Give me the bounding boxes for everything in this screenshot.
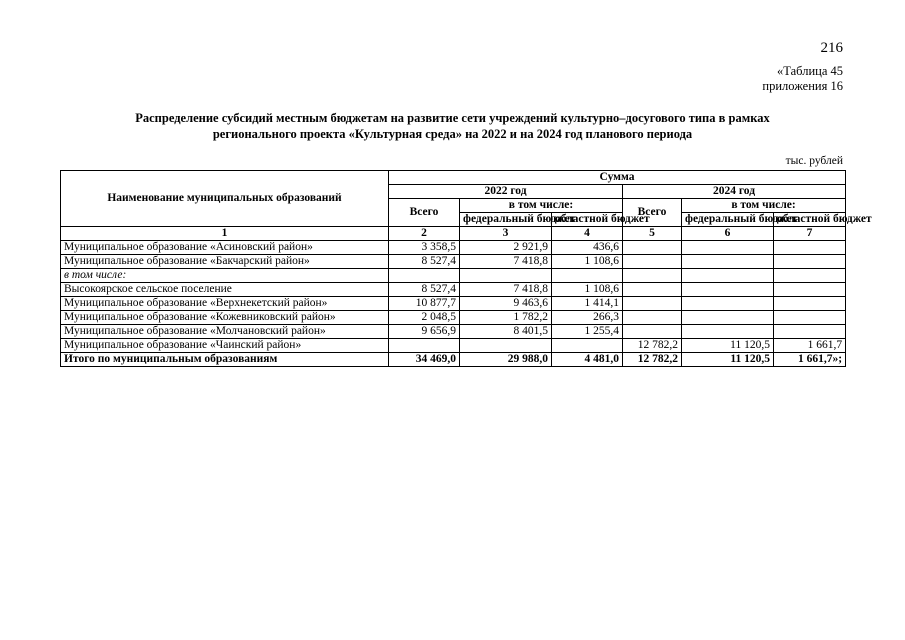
header-regional-2022: областной бюджет [552,213,623,227]
table-cell-value [774,255,846,269]
total-value: 1 661,7»; [774,353,846,367]
page-number: 216 [820,40,843,56]
table-row [61,255,846,269]
table-cell-value [682,255,774,269]
table-cell-value: 8 401,5 [460,325,552,339]
table-cell-value: 266,3 [552,311,623,325]
table-cell-value [682,269,774,283]
municipality-name: Муниципальное образование «Чаинский район» [61,339,389,353]
header-including-2024: в том числе: [682,199,846,213]
table-cell-value: 12 782,2 [623,339,682,353]
table-cell-value [682,241,774,255]
municipality-name: Муниципальное образование «Верхнекетский район» [61,297,389,311]
table-cell-value [682,325,774,339]
table-cell-value [389,339,460,353]
title-line-1: Распределение субсидий местным бюджетам на развитие сети учреждений культурно–досугового типа в рамках [135,111,770,125]
total-value: 4 481,0 [552,353,623,367]
table-cell-value: 9 463,6 [460,297,552,311]
municipality-name: Муниципальное образование «Молчановский район» [61,325,389,339]
header-regional-2024: областной бюджет [774,213,846,227]
table-cell-value: 7 418,8 [460,255,552,269]
table-cell-value [623,325,682,339]
table-cell-value: 3 358,5 [389,241,460,255]
table-cell-value: 2 048,5 [389,311,460,325]
header-year-2022: 2022 год [389,185,623,199]
header-name-column: Наименование муниципальных образований [61,171,389,227]
header-sum: Сумма [389,171,846,185]
table-cell-value [623,283,682,297]
header-including-2022: в том числе: [460,199,623,213]
municipality-name: Муниципальное образование «Асиновский район» [61,241,389,255]
column-index: 6 [682,227,774,241]
table-cell-value: 8 527,4 [389,283,460,297]
table-cell-value [774,325,846,339]
total-value: 29 988,0 [460,353,552,367]
municipality-name: Муниципальное образование «Бакчарский район» [61,255,389,269]
table-cell-value [774,297,846,311]
units-label: тыс. рублей [785,155,843,167]
table-cell-value: 9 656,9 [389,325,460,339]
total-value: 11 120,5 [682,353,774,367]
total-label: Итого по муниципальным образованиям [61,353,389,367]
header-federal-2024: федеральный бюджет [682,213,774,227]
subsidy-table [60,170,872,367]
table-cell-value: 1 414,1 [552,297,623,311]
document-title [60,110,845,142]
appendix-line-1: «Таблица 45 [777,64,843,78]
table-row [61,325,846,339]
column-index: 1 [61,227,389,241]
header-total-2024: Всего [623,199,682,227]
table-row [61,311,846,325]
table-row [61,297,846,311]
header-total-2022: Всего [389,199,460,227]
table-row [61,241,846,255]
total-value: 34 469,0 [389,353,460,367]
table-cell-value [389,269,460,283]
column-index: 3 [460,227,552,241]
table-cell-value: 1 661,7 [774,339,846,353]
table-row [61,339,846,353]
table-cell-value: 1 108,6 [552,255,623,269]
total-row [61,353,846,367]
table-cell-value: 1 108,6 [552,283,623,297]
table-cell-value [774,311,846,325]
table-cell-value [623,311,682,325]
municipality-name: в том числе: [61,269,389,283]
table-cell-value: 1 782,2 [460,311,552,325]
table-cell-value [623,255,682,269]
table-cell-value [774,269,846,283]
table-cell-value [623,297,682,311]
municipality-name: Муниципальное образование «Кожевниковский район» [61,311,389,325]
table-cell-value: 2 921,9 [460,241,552,255]
table-cell-value [623,269,682,283]
table-cell-value [774,241,846,255]
table-cell-value: 1 255,4 [552,325,623,339]
municipality-name: Высокоярское сельское поселение [61,283,389,297]
column-index: 4 [552,227,623,241]
column-index-row [61,227,846,241]
appendix-reference [762,64,843,94]
column-index: 5 [623,227,682,241]
table-cell-value [552,339,623,353]
header-year-2024: 2024 год [623,185,846,199]
table-cell-value [682,283,774,297]
title-line-2: регионального проекта «Культурная среда» на 2022 и на 2024 год планового периода [212,127,693,141]
table-cell-value [623,241,682,255]
table-cell-value [682,311,774,325]
table-cell-value: 8 527,4 [389,255,460,269]
table-cell-value [774,283,846,297]
appendix-line-2: приложения 16 [762,79,843,93]
table-cell-value [460,269,552,283]
table-cell-value: 10 877,7 [389,297,460,311]
table-cell-value: 436,6 [552,241,623,255]
column-index: 7 [774,227,846,241]
table-row [61,283,846,297]
table-cell-value: 7 418,8 [460,283,552,297]
table-cell-value [460,339,552,353]
table-cell-value [682,297,774,311]
table-row [61,269,846,283]
total-value: 12 782,2 [623,353,682,367]
column-index: 2 [389,227,460,241]
table-cell-value: 11 120,5 [682,339,774,353]
table-cell-value [552,269,623,283]
header-federal-2022: федеральный бюджет [460,213,552,227]
